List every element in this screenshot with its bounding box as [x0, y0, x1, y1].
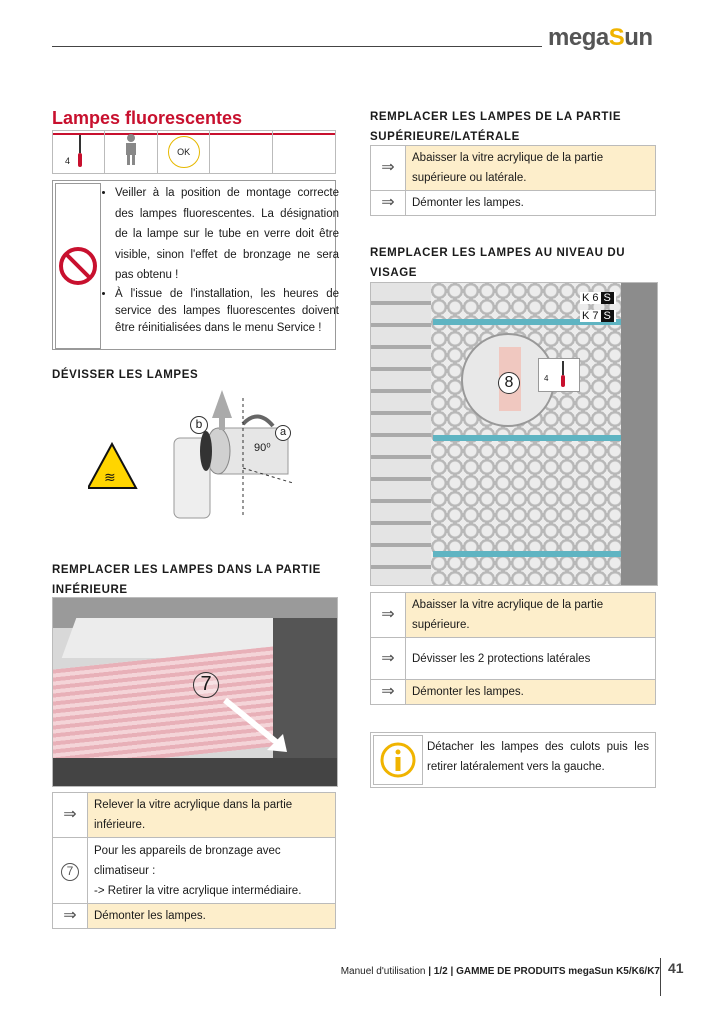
- table-row: [371, 146, 656, 191]
- lower-bench-photo: [52, 597, 338, 787]
- table-row: [371, 593, 656, 638]
- arrow-icon: ⇒: [371, 191, 406, 216]
- k6-label: K 6 S: [580, 292, 616, 304]
- warning-list: [103, 183, 339, 337]
- page-title: Lampes fluorescentes: [52, 108, 243, 128]
- header-rule: [52, 46, 542, 47]
- table-row: [371, 638, 656, 680]
- fig-label-a: a: [275, 425, 291, 441]
- tool-number: 4: [65, 156, 71, 166]
- warning-box: [52, 180, 339, 350]
- ok-badge: OK: [168, 136, 200, 168]
- step-marker-7: 7: [61, 863, 79, 881]
- warning-icon-cell: [55, 183, 101, 349]
- arrow-icon: ⇒: [53, 793, 88, 838]
- table-row: [371, 191, 656, 216]
- empty-cell-1: [210, 131, 273, 174]
- step-text: Relever la vitre acrylique dans la partie inférieure.: [88, 793, 336, 838]
- photo-marker-7: 7: [193, 672, 219, 698]
- arrow-icon: ⇒: [371, 146, 406, 191]
- k7-label: K 7 S: [580, 310, 616, 322]
- face-lamps-photo: [370, 282, 658, 586]
- footer-text: Manuel d'utilisation | 1/2 | GAMME DE PRODUITS megaSun K5/K6/K7: [340, 966, 660, 977]
- photo-marker-8: 8: [498, 372, 520, 394]
- requirements-row: [52, 130, 336, 174]
- arrow-icon: ⇒: [53, 904, 88, 929]
- megasun-logo: megaSun: [548, 24, 653, 51]
- upper-steps-table: [370, 145, 656, 216]
- info-icon: [379, 741, 417, 779]
- step-marker-7-cell: [53, 838, 88, 904]
- table-row: [53, 904, 336, 929]
- arrow-icon: ⇒: [371, 593, 406, 638]
- step-text: Abaisser la vitre acrylique de la partie supérieure.: [406, 593, 656, 638]
- step-text: Pour les appareils de bronzage avec climatiseur : -> Retirer la vitre acrylique intermédiaire.: [88, 838, 336, 904]
- fig-label-b: b: [190, 416, 208, 434]
- technician-icon: [123, 133, 139, 165]
- person-cell: [105, 131, 157, 174]
- arrow-icon: ⇒: [371, 680, 406, 705]
- face-heading: REMPLACER LES LAMPES AU NIVEAU DU VISAGE: [370, 247, 626, 279]
- arrow-icon: ⇒: [371, 638, 406, 680]
- step-text: Démonter les lampes.: [406, 680, 656, 705]
- lower-steps-table: [52, 792, 336, 929]
- warning-item: • Veiller à la position de montage correcte des lampes fluorescentes. La désignation de la lampe sur le tube en verre doit être visible, sinon l'effet de bronzage ne sera pas obtenu !: [115, 183, 339, 286]
- upper-heading: REMPLACER LES LAMPES DE LA PARTIE SUPÉRIEURE/LATÉRALE: [370, 111, 622, 143]
- info-icon-cell: [373, 735, 423, 785]
- prohibition-icon: [58, 246, 98, 286]
- screwdriver-icon: [559, 361, 567, 389]
- face-steps-table: [370, 592, 656, 705]
- table-row: [53, 793, 336, 838]
- tool-number: 4: [544, 374, 549, 383]
- lower-heading: REMPLACER LES LAMPES DANS LA PARTIE INFÉRIEURE: [52, 564, 321, 596]
- footer-rule: [660, 958, 661, 996]
- step-text: Dévisser les 2 protections latérales: [406, 638, 656, 680]
- fig-angle: 90⁰: [254, 442, 271, 454]
- warning-item: • À l'issue de l'installation, les heures de service des lampes fluorescentes doivent être réinitialisées dans le menu Service !: [115, 286, 339, 337]
- empty-cell-2: [273, 131, 336, 174]
- unscrew-illustration: [88, 388, 308, 528]
- unscrew-heading: DÉVISSER LES LAMPES: [52, 369, 199, 381]
- table-row: [371, 680, 656, 705]
- page-number: 41: [668, 960, 684, 976]
- step-text: Abaisser la vitre acrylique de la partie supérieure ou latérale.: [406, 146, 656, 191]
- svg-text:≋: ≋: [104, 469, 116, 485]
- screwdriver-icon: [75, 135, 85, 169]
- step-text: Démonter les lampes.: [406, 191, 656, 216]
- ok-cell: [157, 131, 209, 174]
- face-tool-box: [538, 358, 580, 392]
- screwdriver-cell: [53, 131, 105, 174]
- step-text: Démonter les lampes.: [88, 904, 336, 929]
- info-text: Détacher les lampes des culots puis les retirer latéralement vers la gauche.: [427, 741, 649, 773]
- table-row: [53, 838, 336, 904]
- info-box: [370, 732, 656, 788]
